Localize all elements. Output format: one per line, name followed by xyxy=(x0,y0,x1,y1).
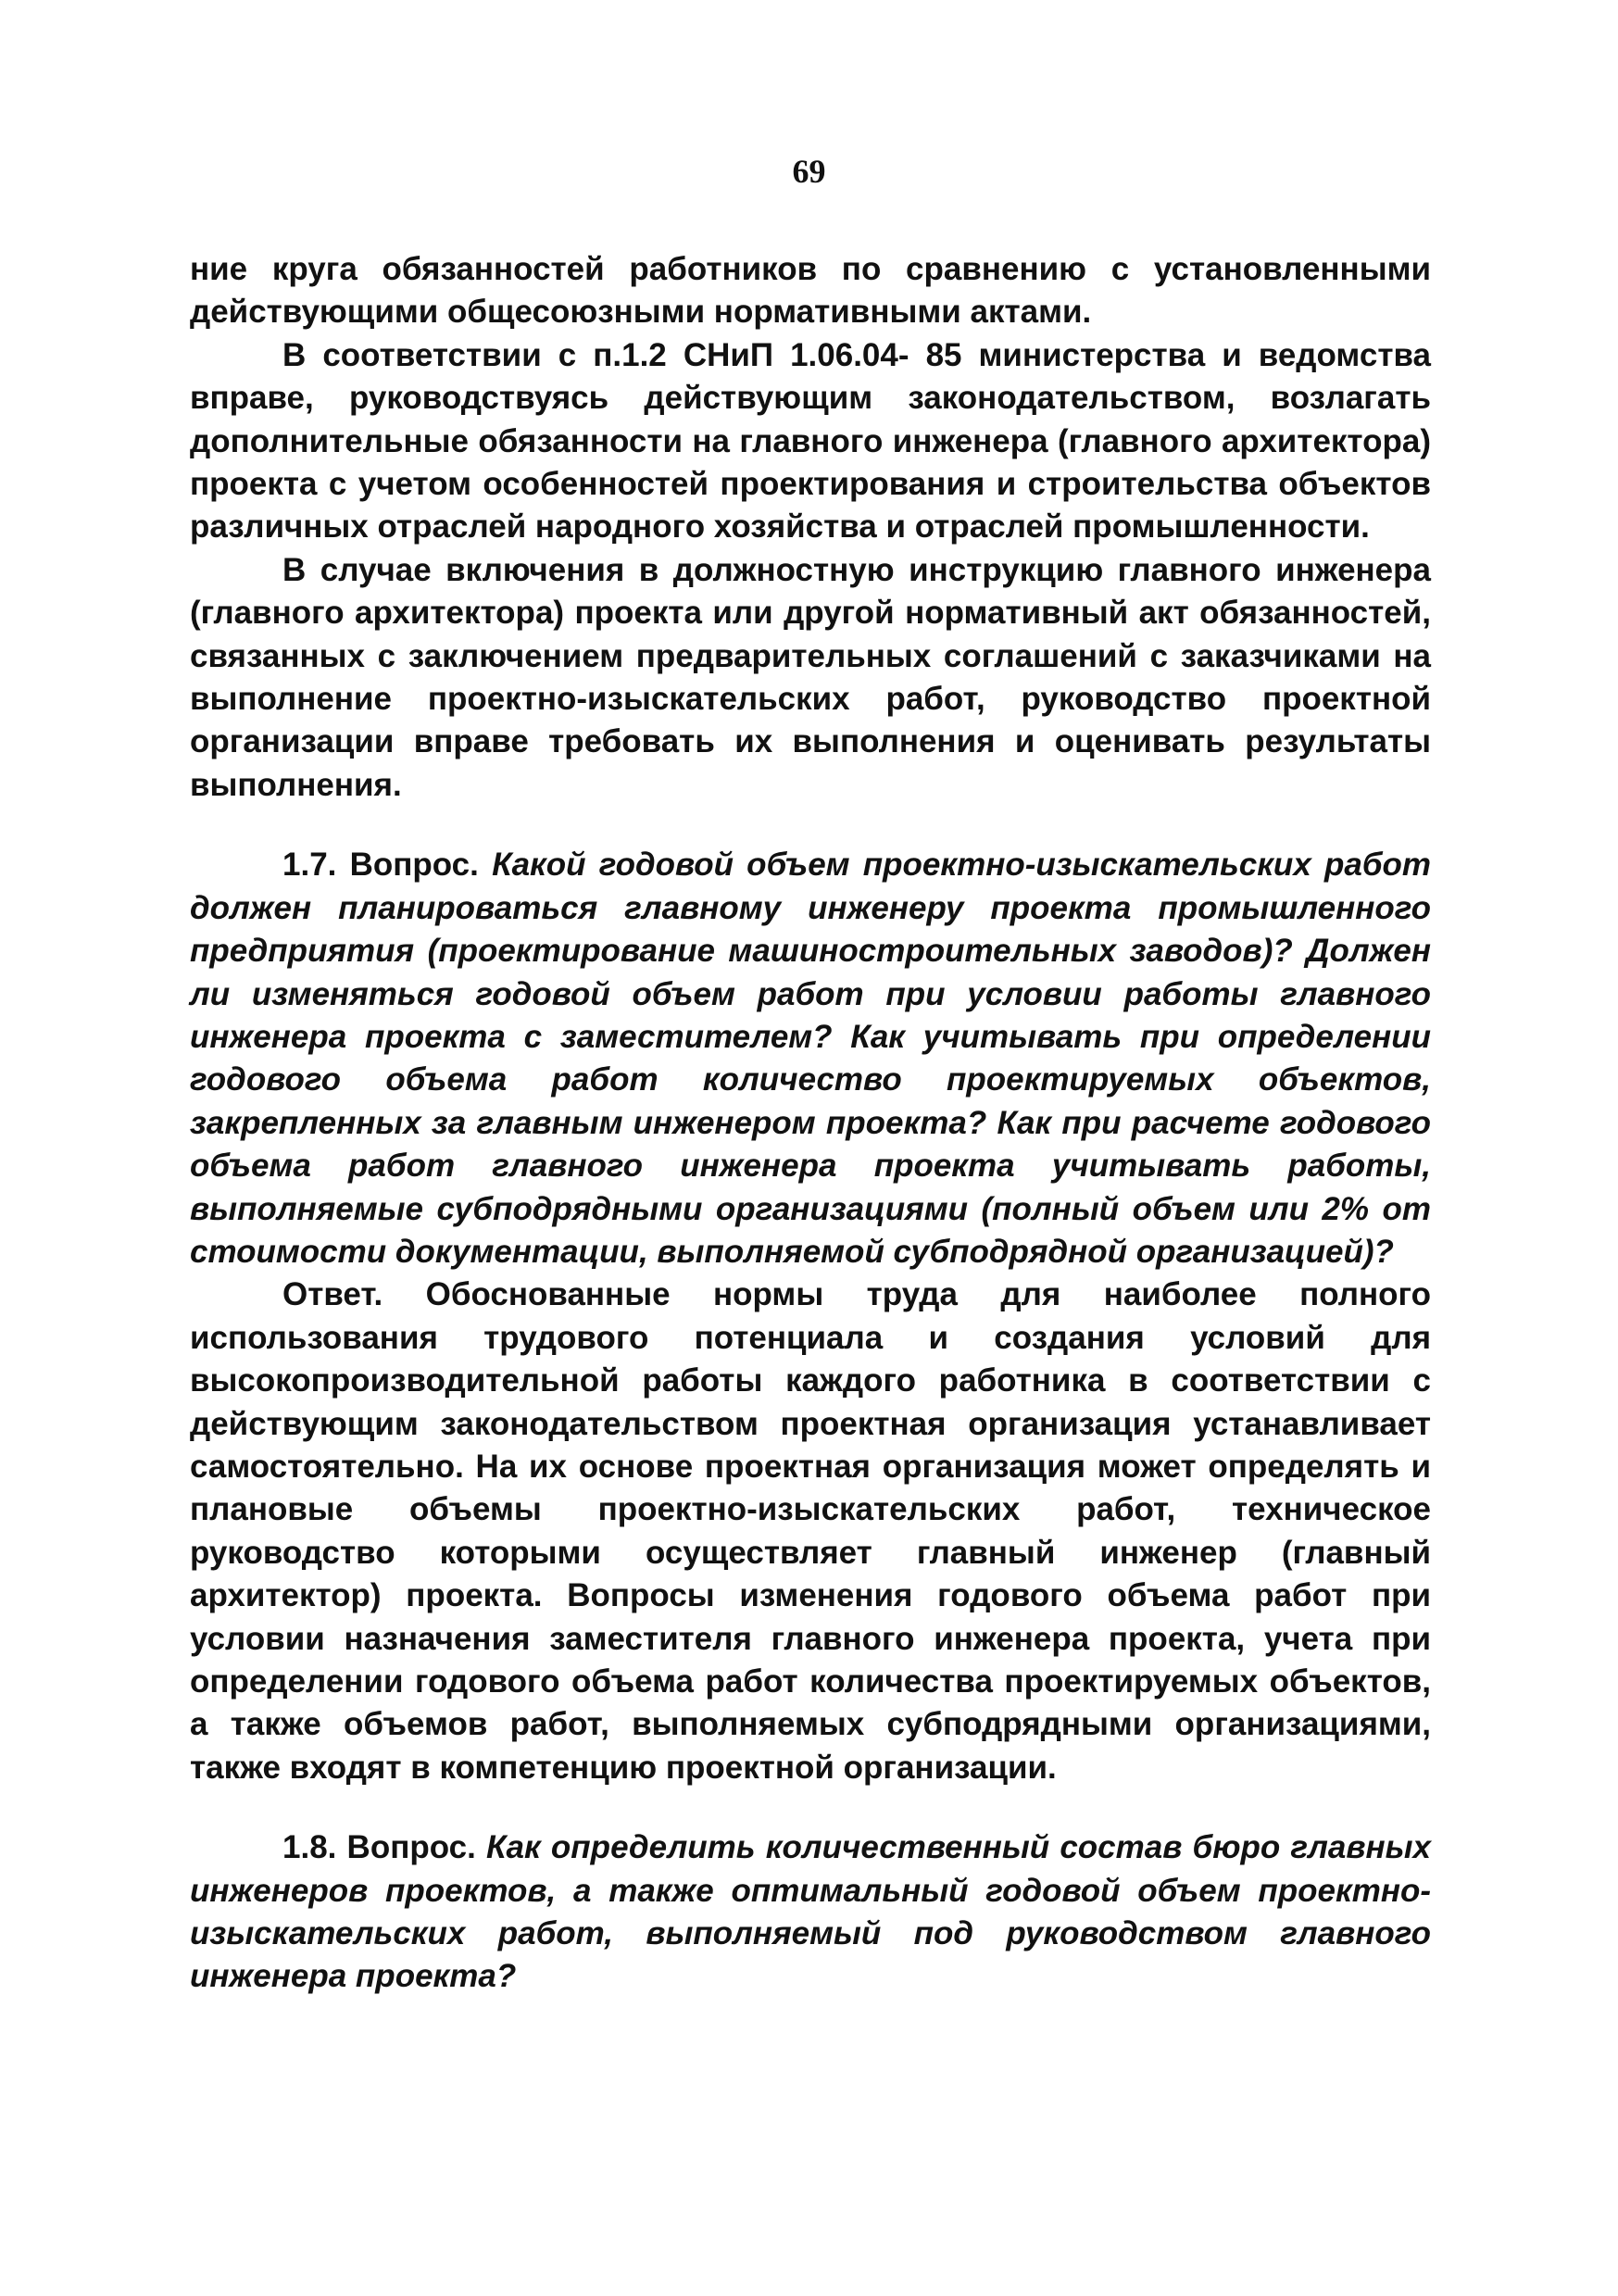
section-gap xyxy=(190,807,1431,844)
section-gap xyxy=(190,1789,1431,1826)
answer-1-7-text: Обоснованные нормы труда для наиболее полного использования трудового потенциала и создания условий для высокопроизводительной работы каждого работника в соответствии с действующим законодательством проектная организация устанавливает самостоятельно. На их основе проектная организация может определять и плановые объемы проектно-изыскательских работ, техническое руководство которыми осуществляет главный инженер (главный архитектор) проекта. Вопросы изменения годового объема работ при условии назначения заместителя главного инженера проекта, учета при определении годового объема работ количества проектируемых объектов, а также объемов работ, выполняемых субподрядными организациями, также входят в компетенцию проектной организации. xyxy=(190,1276,1431,1786)
paragraph-snip-reference: В соответствии с п.1.2 СНиП 1.06.04- 85 министерства и ведомства вправе, руководствуясь действующим законодательством, возлагать дополнительные обязанности на главного инженера (главного архитектора) проекта с учетом особенностей проектирования и строительства объектов различных отраслей народного хозяйства и отраслей промышленности. xyxy=(190,336,1431,546)
question-1-8-text: Как определить количественный состав бюро главных инженеров проектов, а также оптимальный годовой объем проектно-изыскательских работ, выполняемый под руководством главного инженера проекта? xyxy=(190,1829,1431,1995)
question-1-7-text: Какой годовой объем проектно-изыскательских работ должен планироваться главному инженеру проекта промышленного предприятия (проектирование машиностроительных заводов)? Должен ли изменяться годовой объем работ при условии работы главного инженера проекта с заместителем? Как учитывать при определении годового объема работ количество проектируемых объектов, закрепленных за главным инженером проекта? Как при расчете годового объема работ главного инженера проекта учитывать работы, выполняемые субподрядными организациями (полный объем или 2% от стоимости документации, выполняемой субподрядной организацией)? xyxy=(190,847,1431,1270)
paragraph-continuation: ние круга обязанностей работников по сравнению с установленными действующими общесоюзными нормативными актами. xyxy=(190,251,1431,331)
question-1-7-label: 1.7. Вопрос. xyxy=(282,847,479,884)
paragraph-job-description: В случае включения в должностную инструкцию главного инженера (главного архитектора) проекта или другой нормативный акт обязанностей, связанных с заключением предварительных соглашений с заказчиками на выполнение проектно-изыскательских работ, руководство проектной организации вправе требовать их выполнения и оценивать результаты выполнения. xyxy=(190,551,1431,803)
question-1-8-label: 1.8. Вопрос. xyxy=(282,1829,476,1866)
page-body xyxy=(190,248,1431,1999)
answer-1-7 xyxy=(190,1273,1431,1789)
question-1-8 xyxy=(190,1826,1431,1999)
answer-1-7-label: Ответ. xyxy=(282,1276,383,1313)
question-1-7 xyxy=(190,844,1431,1273)
page-number: 69 xyxy=(792,153,826,190)
